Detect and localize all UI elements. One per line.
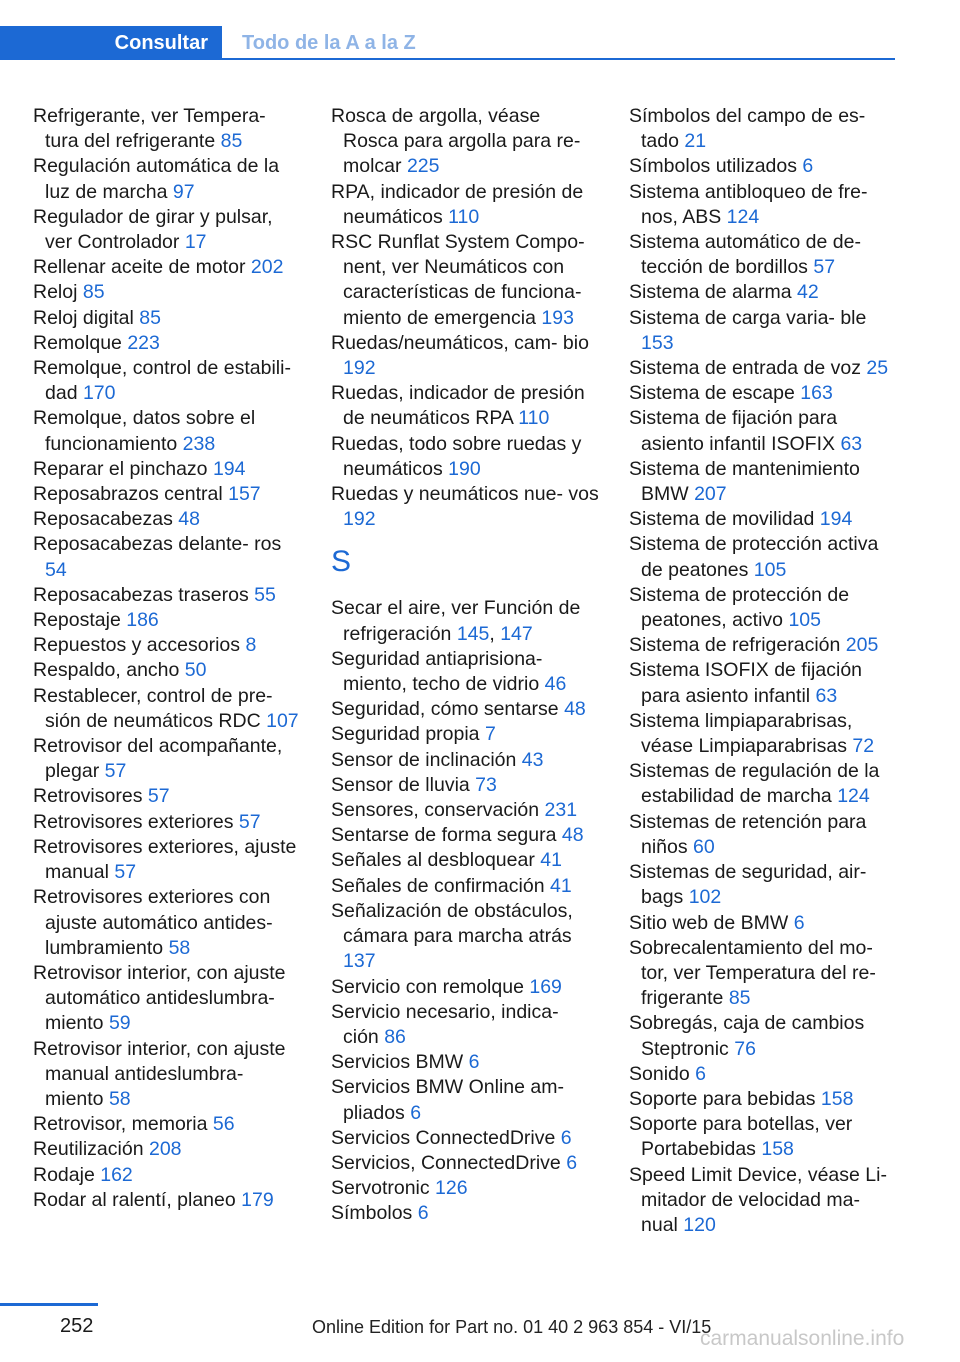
- entry-term: Señalización de obstáculos, cámara para marcha atrás: [331, 899, 573, 948]
- index-entry: [331, 482, 599, 532]
- page-link[interactable]: 145: [456, 622, 490, 645]
- page-link[interactable]: 192: [343, 357, 376, 380]
- index-entry: [629, 104, 899, 154]
- index-entry: [33, 961, 301, 1037]
- entry-term: Retrovisores exteriores con ajuste automático antides‐ lumbramiento: [33, 886, 273, 959]
- index-entry: [331, 1151, 599, 1176]
- index-entry: [33, 885, 301, 961]
- entry-term: Retrovisores: [33, 785, 148, 808]
- entry-term: Rosca de argolla, véase Rosca para argolla para re‐ molcar: [331, 105, 581, 178]
- entry-term: Regulador de girar y pulsar, ver Controlador: [33, 205, 273, 254]
- page-link[interactable]: 46: [544, 673, 567, 696]
- index-entry: [629, 911, 899, 936]
- page-link[interactable]: 58: [108, 1087, 131, 1110]
- page-link[interactable]: 6: [560, 1126, 572, 1149]
- page-link[interactable]: 193: [541, 306, 574, 329]
- entry-term: Señales al desbloquear: [331, 849, 541, 872]
- page-link[interactable]: 86: [384, 1025, 406, 1048]
- entry-term: Servicios BMW: [331, 1051, 469, 1074]
- index-entry: [33, 734, 301, 784]
- index-entry: [629, 1062, 899, 1087]
- entry-term: Remolque, control de estabili‐ dad: [33, 357, 291, 405]
- index-entry: [33, 205, 301, 255]
- entry-term: Restablecer, control de pre‐ sión de neumáticos RDC: [33, 684, 273, 732]
- page-link[interactable]: 223: [127, 331, 160, 354]
- page-link[interactable]: 59: [108, 1012, 131, 1035]
- index-column-1: [33, 104, 301, 1213]
- entry-term: Rellenar aceite de motor: [33, 256, 251, 279]
- entry-term: Sistema ISOFIX de fijación para asiento infantil: [629, 659, 863, 707]
- entry-term: Sistema limpiaparabrisas, véase Limpiaparabrisas: [629, 709, 853, 758]
- index-entry: [331, 874, 599, 899]
- page-link[interactable]: 57: [813, 256, 836, 279]
- entry-term: Sensor de lluvia: [331, 773, 476, 796]
- page-link[interactable]: 170: [82, 382, 116, 405]
- entry-term: Sistemas de seguridad, air‐ bags: [629, 861, 867, 909]
- entry-term: Seguridad propia: [331, 723, 485, 746]
- index-entry: [331, 773, 599, 798]
- entry-term: Remolque, datos sobre el funcionamiento: [33, 407, 256, 455]
- index-entry: [331, 848, 599, 873]
- index-entry: [33, 1188, 301, 1213]
- index-entry: [331, 180, 599, 230]
- index-entry: [629, 1112, 899, 1162]
- entry-term: Sistema de fijación para asiento infantil ISOFIX: [629, 407, 841, 455]
- page-link[interactable]: 120: [683, 1213, 716, 1236]
- index-entry: [33, 482, 301, 507]
- index-entry: [331, 975, 599, 1000]
- page-link[interactable]: 194: [819, 508, 853, 531]
- page-link[interactable]: 41: [540, 849, 562, 872]
- entry-term: Retrovisor, memoria: [33, 1113, 213, 1136]
- page-link[interactable]: 186: [126, 609, 159, 632]
- index-entry: [629, 532, 899, 582]
- index-entry: [331, 748, 599, 773]
- page-link[interactable]: 102: [688, 886, 722, 909]
- top-nav: [0, 26, 895, 60]
- page-link[interactable]: 85: [220, 130, 243, 153]
- index-entry: [629, 356, 899, 381]
- page-link[interactable]: 153: [641, 331, 674, 354]
- entry-term: Símbolos del campo de es‐ tado: [629, 105, 866, 153]
- entry-term: Sensores, conservación: [331, 799, 545, 822]
- section-letter: S: [331, 545, 352, 579]
- entry-term: Retrovisor del acompañante, plegar: [33, 735, 283, 783]
- page-link[interactable]: 6: [410, 1101, 422, 1124]
- page-link[interactable]: 43: [521, 748, 544, 771]
- index-entry: [331, 798, 599, 823]
- index-entry: [33, 331, 301, 356]
- entry-term: Retrovisor interior, con ajuste automático antideslumbra‐ miento: [33, 961, 286, 1035]
- index-entry: [331, 647, 599, 697]
- entry-term: Reposacabezas traseros: [33, 583, 255, 606]
- page-link[interactable]: 169: [529, 975, 562, 998]
- index-entry: [629, 280, 899, 305]
- entry-term: Sistema de alarma: [629, 281, 797, 304]
- index-entry: [629, 810, 899, 860]
- entry-term: Servicios ConnectedDrive: [331, 1126, 561, 1149]
- entry-term: Reparar el pinchazo: [33, 457, 213, 480]
- index-entry: [629, 1011, 899, 1061]
- watermark: carmanualsonline.info: [700, 1327, 905, 1350]
- entry-term: Señales de confirmación: [331, 874, 550, 897]
- page-link[interactable]: 124: [726, 205, 760, 228]
- footer-divider: [0, 1303, 98, 1306]
- index-entry: [331, 1126, 599, 1151]
- index-entry: [33, 406, 301, 456]
- page-link[interactable]: 110: [518, 407, 550, 430]
- page-link[interactable]: 57: [238, 810, 261, 833]
- entry-term: Servotronic: [331, 1177, 436, 1200]
- entry-term: Retrovisor interior, con ajuste manual antideslumbra‐ miento: [33, 1037, 286, 1110]
- index-entry: [33, 1037, 301, 1113]
- page-link[interactable]: 126: [435, 1177, 468, 1200]
- index-entry: [33, 306, 301, 331]
- entry-term: Sistema de entrada de voz: [629, 357, 867, 380]
- index-entry: [331, 104, 599, 180]
- entry-term: Soporte para botellas, ver Portabebidas: [629, 1113, 853, 1161]
- page-link[interactable]: 179: [241, 1188, 274, 1211]
- index-entry: [33, 658, 301, 683]
- entry-term: Sistema de protección activa de peatones: [629, 533, 879, 581]
- entry-term: Símbolos: [331, 1202, 418, 1225]
- entry-term: Ruedas y neumáticos nue‐ vos: [331, 483, 599, 506]
- page-link[interactable]: 124: [837, 785, 870, 808]
- index-entry: [331, 899, 599, 975]
- entry-term: Ruedas, todo sobre ruedas y neumáticos: [331, 432, 582, 480]
- page-link[interactable]: 6: [417, 1202, 429, 1225]
- page-link[interactable]: 41: [549, 874, 572, 897]
- entry-term: Reloj digital: [33, 306, 140, 329]
- page-link[interactable]: 205: [845, 634, 879, 657]
- entry-term: RSC Runflat System Compo‐ nent, ver Neumáticos con características de funciona‐ miento de emergencia: [331, 231, 585, 329]
- page-link[interactable]: 207: [694, 483, 727, 506]
- page-link[interactable]: 6: [793, 911, 805, 934]
- entry-term: Servicios BMW Online am‐ pliados: [331, 1076, 564, 1124]
- index-entry: [629, 633, 899, 658]
- entry-term: Reposacabezas delante‐ ros: [33, 533, 282, 556]
- index-entry: [629, 230, 899, 280]
- index-entry: [629, 1087, 899, 1112]
- entry-term: Sensor de inclinación: [331, 748, 522, 771]
- page-link[interactable]: 57: [114, 861, 137, 884]
- entry-term: Sistema de movilidad: [629, 508, 820, 531]
- entry-term: Reutilización: [33, 1138, 149, 1161]
- page-link[interactable]: 54: [45, 558, 67, 581]
- page-link[interactable]: 63: [840, 432, 863, 455]
- index-entry: [33, 532, 301, 582]
- index-entry: [331, 381, 599, 431]
- entry-term: Sistema antibloqueo de fre‐ nos, ABS: [629, 180, 868, 228]
- page-link[interactable]: 42: [797, 281, 819, 304]
- entry-term: Sistema de refrigeración: [629, 634, 846, 657]
- entry-term: Refrigerante, ver Tempera‐ tura del refrigerante: [33, 105, 266, 153]
- index-entry: [331, 722, 599, 747]
- tab-consultar[interactable]: Consultar: [0, 26, 222, 60]
- index-entry: [629, 1163, 899, 1239]
- index-entry: [331, 230, 599, 331]
- page-link[interactable]: 58: [168, 936, 191, 959]
- entry-term: Repostaje: [33, 609, 127, 632]
- entry-term: Rodaje: [33, 1163, 101, 1186]
- index-entry: [33, 1112, 301, 1137]
- index-entry: [629, 306, 899, 356]
- index-entry: [33, 104, 301, 154]
- page-link[interactable]: 192: [343, 508, 376, 531]
- entry-term: Retrovisores exteriores: [33, 810, 239, 833]
- index-entry: [331, 432, 599, 482]
- page-link[interactable]: 57: [147, 785, 170, 808]
- entry-term: Servicio con remolque: [331, 975, 530, 998]
- page-link[interactable]: 8: [245, 634, 257, 657]
- page-link[interactable]: 63: [815, 684, 838, 707]
- index-entry: [629, 658, 899, 708]
- entry-term: Secar el aire, ver Función de refrigeración: [331, 597, 581, 645]
- index-column-2: [331, 104, 599, 1227]
- index-entry: [331, 1000, 599, 1050]
- index-entry: [33, 784, 301, 809]
- index-entry: [629, 381, 899, 406]
- page-link[interactable]: 231: [544, 799, 578, 822]
- index-entry: [331, 697, 599, 722]
- entry-term: Sistemas de retención para niños: [629, 810, 867, 858]
- page-link[interactable]: 137: [343, 950, 376, 973]
- entry-term: Sistema de protección de peatones, activo: [629, 583, 850, 632]
- entry-term: Servicios, ConnectedDrive: [331, 1151, 567, 1174]
- page-link[interactable]: 6: [802, 155, 814, 178]
- entry-term: Rodar al ralentí, planeo: [33, 1188, 242, 1211]
- index-column-3: [629, 104, 899, 1238]
- index-entry: [331, 823, 599, 848]
- page-link[interactable]: 190: [448, 457, 481, 480]
- index-entry: [33, 1137, 301, 1162]
- entry-term: Sistema automático de de‐ tección de bordillos: [629, 231, 861, 279]
- page-link[interactable]: 55: [254, 583, 276, 606]
- page-link[interactable]: 85: [82, 281, 105, 304]
- index-entry: [331, 331, 599, 381]
- index-entry: [331, 596, 599, 646]
- index-entry: [33, 1163, 301, 1188]
- page-link[interactable]: 48: [561, 824, 584, 847]
- page-link[interactable]: 163: [800, 382, 833, 405]
- entry-term: Sentarse de forma segura: [331, 824, 562, 847]
- entry-term: Reposacabezas: [33, 508, 179, 531]
- entry-term: Respaldo, ancho: [33, 659, 185, 682]
- entry-term: Sistemas de regulación de la estabilidad de marcha: [629, 760, 880, 808]
- index-entry: [629, 860, 899, 910]
- entry-term: Ruedas/neumáticos, cam‐ bio: [331, 331, 589, 354]
- page-link[interactable]: 157: [228, 483, 261, 506]
- page-link[interactable]: 76: [734, 1037, 756, 1060]
- page-link[interactable]: 72: [852, 735, 875, 758]
- page-link[interactable]: 162: [100, 1163, 133, 1186]
- index-entry: [629, 936, 899, 1012]
- page-link[interactable]: 48: [564, 698, 586, 721]
- entry-term: Reloj: [33, 281, 83, 304]
- page-link[interactable]: 158: [761, 1138, 794, 1161]
- page-link[interactable]: 105: [753, 558, 787, 581]
- page-link[interactable]: 105: [788, 609, 821, 632]
- page-link[interactable]: 57: [104, 760, 127, 783]
- index-entry: [33, 507, 301, 532]
- index-entry: [33, 835, 301, 885]
- index-entry: [331, 1201, 599, 1226]
- index-entry: [629, 507, 899, 532]
- index-entry: [629, 709, 899, 759]
- index-entry: [33, 684, 301, 734]
- entry-term: Sobrecalentamiento del mo‐ tor, ver Temperatura del re‐ frigerante: [629, 936, 876, 1010]
- entry-term: Reposabrazos central: [33, 483, 229, 506]
- page-link[interactable]: 6: [468, 1051, 480, 1074]
- page-link[interactable]: 208: [148, 1138, 182, 1161]
- edition-note: Online Edition for Part no. 01 40 2 963 854 - VI/15: [312, 1317, 712, 1337]
- index-entry: [629, 759, 899, 809]
- index-entry: [331, 1050, 599, 1075]
- index-entry: [33, 810, 301, 835]
- entry-term: Ruedas, indicador de presión de neumáticos RPA: [331, 382, 585, 430]
- index-entry: [33, 255, 301, 280]
- page-link[interactable]: 110: [448, 205, 480, 228]
- page-link[interactable]: 107: [266, 709, 299, 732]
- index-entry: [33, 633, 301, 658]
- index-entry: [33, 608, 301, 633]
- entry-term: RPA, indicador de presión de neumáticos: [331, 180, 584, 228]
- index-entry: [331, 1075, 599, 1125]
- entry-term: Sistema de escape: [629, 382, 801, 405]
- entry-term: Repuestos y accesorios: [33, 634, 246, 657]
- page-separator: ,: [489, 622, 501, 645]
- page-link[interactable]: 97: [172, 180, 195, 203]
- entry-term: Sobregás, caja de cambios Steptronic: [629, 1012, 865, 1060]
- entry-term: Sitio web de BMW: [629, 911, 794, 934]
- page-link[interactable]: 158: [820, 1087, 854, 1110]
- page-link[interactable]: 225: [406, 155, 440, 178]
- index-entry: [629, 457, 899, 507]
- page-link[interactable]: 238: [182, 432, 216, 455]
- page-link[interactable]: 7: [484, 723, 496, 746]
- entry-term: Sonido: [629, 1062, 696, 1085]
- page-link[interactable]: 85: [139, 306, 161, 329]
- index-entry: [629, 154, 899, 179]
- page-link[interactable]: 17: [184, 231, 207, 254]
- page-link[interactable]: 73: [475, 773, 497, 796]
- entry-term: Remolque: [33, 331, 128, 354]
- entry-term: Regulación automática de la luz de marcha: [33, 155, 280, 203]
- entry-term: Seguridad, cómo sentarse: [331, 698, 565, 721]
- page-link[interactable]: 202: [250, 256, 284, 279]
- entry-term: Sistema de carga varia‐ ble: [629, 306, 867, 329]
- page-number: 252: [60, 1315, 94, 1337]
- index-entry: [33, 583, 301, 608]
- entry-term: Speed Limit Device, véase Li‐ mitador de velocidad ma‐ nual: [629, 1163, 887, 1236]
- index-entry: [33, 280, 301, 305]
- page-link[interactable]: 56: [212, 1113, 235, 1136]
- index-entry: [331, 1176, 599, 1201]
- page-link[interactable]: 194: [212, 457, 246, 480]
- page-link[interactable]: 85: [728, 987, 751, 1010]
- page-link[interactable]: 6: [695, 1062, 706, 1085]
- page-link[interactable]: 50: [184, 659, 207, 682]
- index-entry: [629, 583, 899, 633]
- entry-term: Soporte para bebidas: [629, 1087, 821, 1110]
- page-link[interactable]: 6: [566, 1151, 578, 1174]
- index-entry: [33, 457, 301, 482]
- entry-term: Retrovisores exteriores, ajuste manual: [33, 835, 297, 884]
- index-entry: [629, 180, 899, 230]
- page-link[interactable]: 60: [693, 835, 715, 858]
- page-link[interactable]: 25: [866, 357, 889, 380]
- entry-term: Sistema de mantenimiento BMW: [629, 457, 860, 506]
- entry-term: Seguridad antiaprisiona‐ miento, techo de vidrio: [331, 647, 545, 696]
- entry-term: Símbolos utilizados: [629, 155, 803, 178]
- page-link[interactable]: 21: [684, 130, 707, 153]
- index-entry: [33, 356, 301, 406]
- tab-todo-a-z[interactable]: Todo de la A a la Z: [222, 26, 895, 60]
- index-entry: [629, 406, 899, 456]
- page-link[interactable]: 147: [500, 622, 533, 645]
- index-entry: [33, 154, 301, 204]
- entry-term: Servicio necesario, indica‐ ción: [331, 1000, 559, 1048]
- page-link[interactable]: 48: [178, 508, 200, 531]
